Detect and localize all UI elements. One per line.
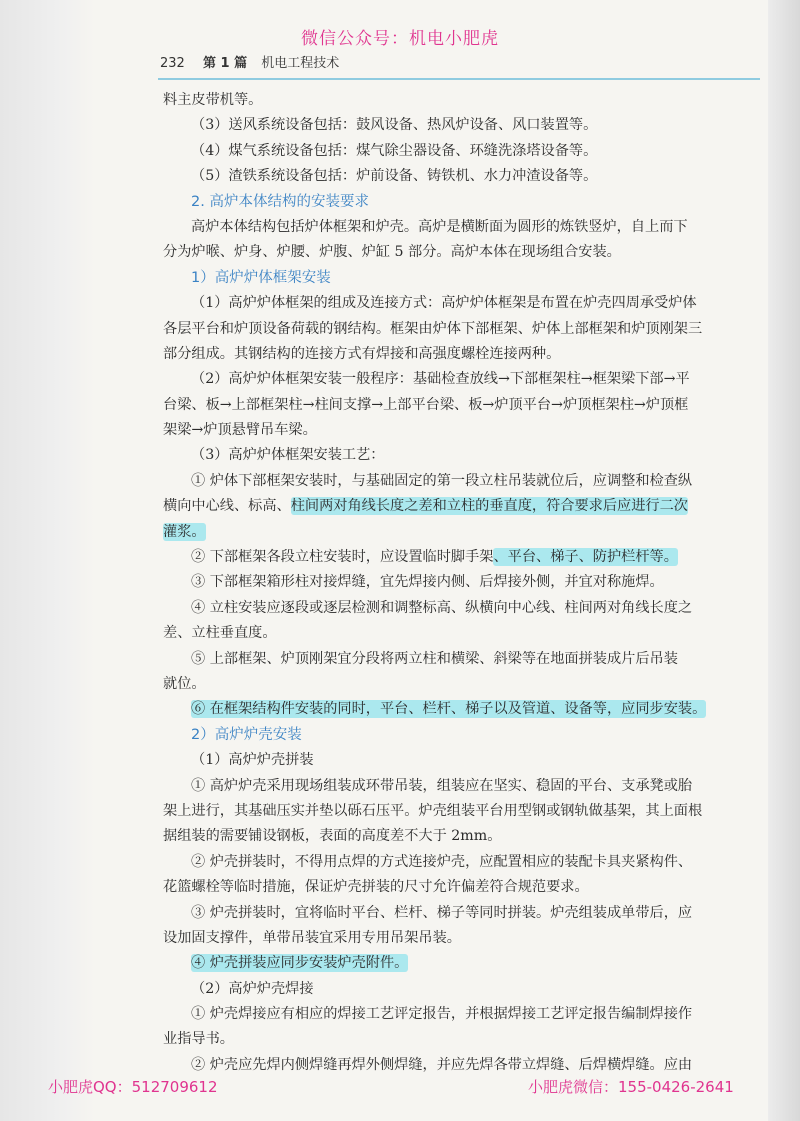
text-line: （3）高炉炉体框架安装工艺： [191,447,385,464]
text-line: ③ 炉壳拼装时，宜将临时平台、栏杆、梯子等同时拼装。炉壳组装成单带后，应 [191,904,693,921]
text-line [163,697,760,722]
text-line: 架上进行，其基础压实并垫以砾石压平。炉壳组装平台用型钢或钢轨做基架，其上面根 [163,802,703,819]
text-line: 据组装的需要铺设钢板，表面的高度差不大于 2mm。 [163,828,502,845]
section-heading: 2. 高炉本体结构的安装要求 [191,193,369,210]
text-line: （5）渣铁系统设备包括：炉前设备、铸铁机、水力冲渣设备等。 [191,168,598,185]
page-right-shadow [768,0,800,1121]
subsection-heading: 2）高炉炉壳安装 [191,726,302,743]
page-left-shadow [0,0,95,1121]
watermark-qq: 小肥虎QQ：512709612 [48,1078,218,1096]
highlighted-text: ⑥ 在框架结构件安装的同时，平台、栏杆、梯子以及管道、设备等，应同步安装。 [191,701,707,718]
header-rule [158,78,760,80]
text-line: （3）送风系统设备包括：鼓风设备、热风炉设备、风口装置等。 [191,117,598,134]
text-segment: 横向中心线、标高、 [163,498,291,515]
text-line: ④ 立柱安装应逐段或逐层检测和调整标高、纵横向中心线、柱间两对角线长度之 [191,599,693,616]
text-line: 各层平台和炉顶设备荷载的钢结构。框架由炉体下部框架、炉体上部框架和炉顶刚架三 [163,320,703,337]
watermark-top: 微信公众号：机电小肥虎 [301,29,499,49]
text-line: ② 炉壳拼装时，不得用点焊的方式连接炉壳，应配置相应的装配卡具夹紧构件、 [191,853,693,870]
text-segment: ② 下部框架各段立柱安装时，应设置临时脚手架 [191,549,494,566]
text-line [163,494,760,519]
text-line: 料主皮带机等。 [163,92,263,108]
chapter-label: 第 1 篇 [202,56,248,71]
text-line: 差、立柱垂直度。 [163,625,277,642]
highlighted-text: 、平台、梯子、防护栏杆等。 [493,549,678,566]
text-line: 业指导书。 [163,1031,234,1048]
text-line: ① 炉壳焊接应有相应的焊接工艺评定报告，并根据焊接工艺评定报告编制焊接作 [191,1006,693,1023]
text-line: ⑤ 上部框架、炉顶刚架宜分段将两立柱和横梁、斜梁等在地面拼装成片后吊装 [191,650,678,667]
text-line [163,951,760,976]
body-text [163,88,760,1078]
text-line: 高炉本体结构包括炉体框架和炉壳。高炉是横断面为圆形的炼铁竖炉，自上而下 [191,218,688,235]
watermark-wechat: 小肥虎微信：155-0426-2641 [528,1078,734,1096]
subsection-heading: 1）高炉炉体框架安装 [191,269,331,286]
text-line: 就位。 [163,675,206,692]
text-line [163,520,760,545]
text-line: （2）高炉炉体框架安装一般程序：基础检查放线→下部框架柱→框架梁下部→平 [191,371,690,388]
text-line: ① 炉体下部框架安装时，与基础固定的第一段立柱吊装就位后，应调整和检查纵 [191,472,693,489]
text-line: ② 炉壳应先焊内侧焊缝再焊外侧焊缝，并应先焊各带立焊缝、后焊横焊缝。应由 [191,1056,693,1073]
text-line: （2）高炉炉壳焊接 [191,980,314,997]
text-line: 架梁→炉顶悬臂吊车梁。 [163,422,317,439]
text-line: 设加固支撑件，单带吊装宜采用专用吊架吊装。 [163,929,461,946]
text-line: （1）高炉炉体框架的组成及连接方式：高炉炉体框架是布置在炉壳四周承受炉体 [191,295,697,312]
chapter-title: 机电工程技术 [261,56,340,71]
text-line [163,545,760,570]
highlighted-text: 柱间两对角线长度之差和立柱的垂直度，符合要求后应进行二次 [290,498,688,515]
text-line: 花篮螺栓等临时措施，保证炉壳拼装的尺寸允许偏差符合规范要求。 [163,879,589,896]
text-line: 部分组成。其钢结构的连接方式有焊接和高强度螺栓连接两种。 [163,345,561,362]
text-line: 分为炉喉、炉身、炉腰、炉腹、炉缸 5 部分。高炉本体在现场组合安装。 [163,244,621,261]
text-line: （4）煤气系统设备包括：煤气除尘器设备、环缝洗涤塔设备等。 [191,142,598,159]
running-header [160,52,760,76]
highlighted-text: 灌浆。 [163,523,206,540]
text-line: 台梁、板→上部框架柱→柱间支撑→上部平台梁、板→炉顶平台→炉顶框架柱→炉顶框 [163,396,689,413]
text-line: （1）高炉炉壳拼装 [191,752,314,769]
highlighted-text: ④ 炉壳拼装应同步安装炉壳附件。 [191,955,409,972]
text-line: ① 高炉炉壳采用现场组装成环带吊装，组装应在坚实、稳固的平台、支承凳或胎 [191,777,693,794]
text-line: ③ 下部框架箱形柱对接焊缝，宜先焊接内侧、后焊接外侧，并宜对称施焊。 [191,574,664,591]
page-number: 232 [160,56,185,71]
